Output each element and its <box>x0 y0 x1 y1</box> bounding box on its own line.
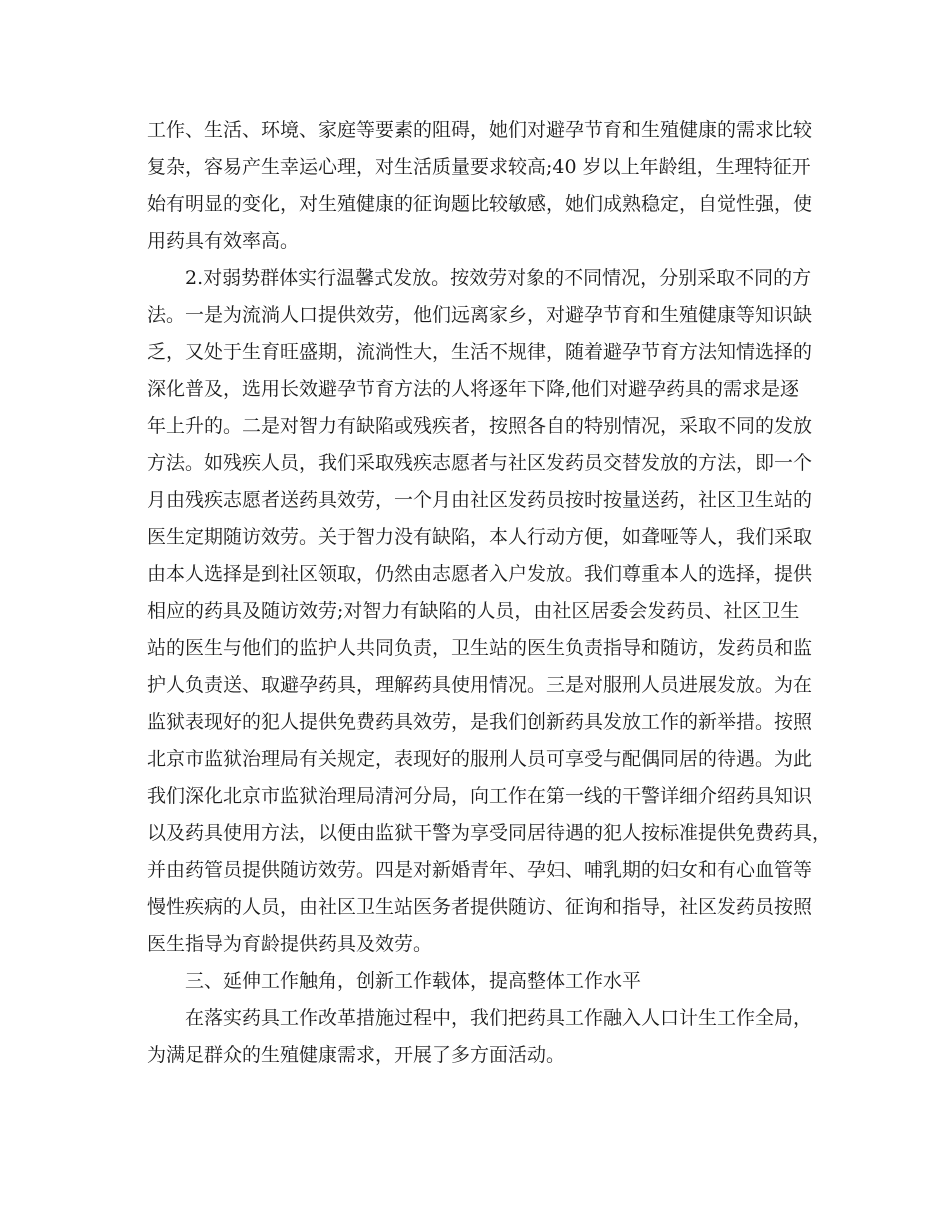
text-line: 用药具有效率高。 <box>147 230 300 252</box>
text-line: 2.对弱势群体实行温馨式发放。按效劳对象的不同情况，分别采取不同的方 <box>185 267 812 289</box>
text-line: 乏，又处于生育旺盛期，流淌性大，生活不规律，随着避孕节育方法知情选择的 <box>147 341 813 363</box>
text-line: 相应的药具及随访效劳;对智力有缺陷的人员，由社区居委会发药员、社区卫生 <box>147 600 800 622</box>
text-line: 我们深化北京市监狱治理局清河分局，向工作在第一线的干警详细介绍药具知识 <box>147 785 813 807</box>
text-line: 法。一是为流淌人口提供效劳，他们远离家乡，对避孕节育和生殖健康等知识缺 <box>147 304 813 326</box>
text-line: 护人负责送、取避孕药具，理解药具使用情况。三是对服刑人员进展发放。为在 <box>147 674 813 696</box>
text-line: 由本人选择是到社区领取，仍然由志愿者入户发放。我们尊重本人的选择，提供 <box>147 563 813 585</box>
text-line: 站的医生与他们的监护人共同负责，卫生站的医生负责指导和随访，发药员和监 <box>147 637 813 659</box>
section-heading: 三、延伸工作触角，创新工作载体，提高整体工作水平 <box>185 970 642 992</box>
text-line: 始有明显的变化，对生殖健康的征询题比较敏感，她们成熟稳定，自觉性强，使 <box>147 193 813 215</box>
text-line: 复杂，容易产生幸运心理，对生活质量要求较高;40 岁以上年龄组，生理特征开 <box>147 156 811 178</box>
text-line: 以及药具使用方法，以便由监狱干警为享受同居待遇的犯人按标准提供免费药具， <box>147 822 832 844</box>
text-line: 北京市监狱治理局有关规定，表现好的服刑人员可享受与配偶同居的待遇。为此 <box>147 748 813 770</box>
text-line: 为满足群众的生殖健康需求，开展了多方面活动。 <box>147 1044 566 1066</box>
text-line: 年上升的。二是对智力有缺陷或残疾者，按照各自的特别情况，采取不同的发放 <box>147 415 813 437</box>
text-line: 工作、生活、环境、家庭等要素的阻碍，她们对避孕节育和生殖健康的需求比较 <box>147 119 813 141</box>
text-line: 医生定期随访效劳。关于智力没有缺陷，本人行动方便，如聋哑等人，我们采取 <box>147 526 813 548</box>
text-line: 慢性疾病的人员，由社区卫生站医务者提供随访、征询和指导，社区发药员按照 <box>147 896 813 918</box>
text-line: 在落实药具工作改革措施过程中，我们把药具工作融入人口计生工作全局， <box>185 1007 813 1029</box>
text-line: 方法。如残疾人员，我们采取残疾志愿者与社区发药员交替发放的方法，即一个 <box>147 452 813 474</box>
text-line: 监狱表现好的犯人提供免费药具效劳，是我们创新药具发放工作的新举措。按照 <box>147 711 813 733</box>
text-line: 医生指导为育龄提供药具及效劳。 <box>147 933 433 955</box>
text-line: 并由药管员提供随访效劳。四是对新婚青年、孕妇、哺乳期的妇女和有心血管等 <box>147 859 813 881</box>
text-line: 月由残疾志愿者送药具效劳，一个月由社区发药员按时按量送药，社区卫生站的 <box>147 489 813 511</box>
document-body <box>147 112 832 1074</box>
text-line: 深化普及，选用长效避孕节育方法的人将逐年下降,他们对避孕药具的需求是逐 <box>147 378 800 400</box>
